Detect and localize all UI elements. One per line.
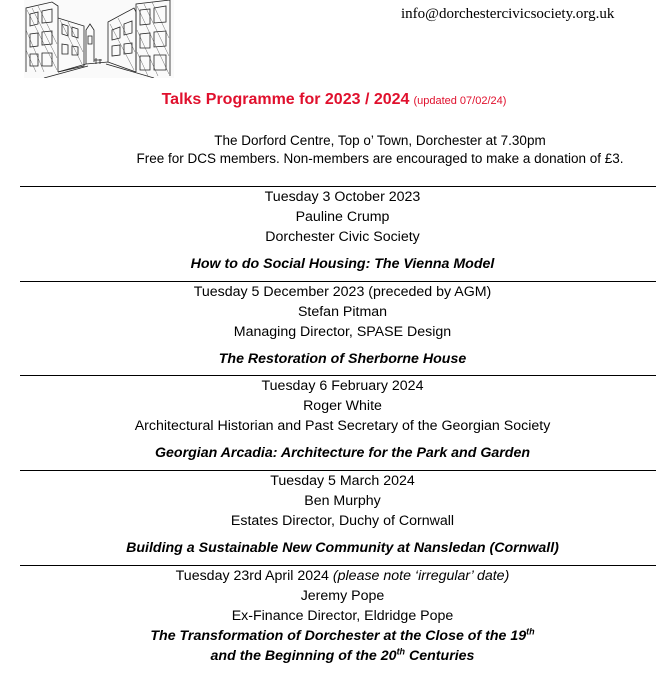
page-title [0, 91, 668, 109]
talk-date-note: (please note ‘irregular’ date) [332, 568, 510, 584]
talk-title: Building a Sustainable New Community at Nansledan (Cornwall) [126, 540, 559, 556]
talk-title-part: and the Beginning of the 20 [210, 648, 397, 664]
talk-title: Georgian Arcadia: Architecture for the Park and Garden [154, 445, 530, 461]
talk-title: How to do Social Housing: The Vienna Model [190, 256, 495, 272]
talk-speaker-role: Architectural Historian and Past Secretary of the Georgian Society [134, 418, 551, 434]
talk-speaker-role: Ex-Finance Director, Eldridge Pope [231, 608, 454, 624]
venue-info [0, 132, 668, 168]
talk-date: Tuesday 6 February 2024 [261, 378, 424, 394]
society-logo-sketch [24, 0, 174, 78]
talk-date: Tuesday 23rd April 2024 [175, 568, 329, 584]
venue-line: The Dorford Centre, Top o’ Town, Dorchester at 7.30pm [214, 133, 546, 148]
talk-speaker-role: Dorchester Civic Society [265, 229, 420, 245]
talk-speaker-role: Managing Director, SPASE Design [233, 324, 452, 340]
talk-title-line-2 [0, 646, 668, 666]
updated-note: (updated 07/02/24) [413, 95, 507, 107]
talk-title-line-1 [0, 626, 668, 646]
street-sketch-image [24, 0, 174, 78]
talk-entry-1 [0, 187, 668, 274]
talk-date: Tuesday 5 December 2023 (preceded by AGM) [193, 284, 492, 300]
talk-date: Tuesday 5 March 2024 [270, 473, 415, 489]
talk-entry-2 [0, 282, 668, 369]
talk-date: Tuesday 3 October 2023 [264, 189, 421, 205]
talk-entry-3 [0, 376, 668, 463]
talk-speaker: Roger White [303, 398, 382, 414]
ordinal-suffix: th [526, 626, 535, 637]
talk-entry-5 [0, 566, 668, 666]
ordinal-suffix: th [396, 646, 406, 657]
talk-title: The Restoration of Sherborne House [218, 351, 467, 367]
talk-speaker: Pauline Crump [295, 209, 390, 225]
talk-date-line [0, 566, 668, 586]
talk-speaker: Jeremy Pope [300, 588, 385, 604]
talk-speaker: Ben Murphy [304, 493, 381, 509]
talk-speaker-role: Estates Director, Duchy of Cornwall [230, 513, 455, 529]
talk-speaker: Stefan Pitman [297, 304, 388, 320]
talk-title-part: Centuries [405, 648, 475, 664]
talk-entry-4 [0, 471, 668, 558]
talk-title-part: The Transformation of Dorchester at the Close of the 19 [150, 628, 527, 644]
programme-title: Talks Programme for 2023 / 2024 [161, 91, 410, 108]
contact-email[interactable]: info@dorchestercivicsociety.org.uk [401, 6, 615, 22]
admission-line: Free for DCS members. Non-members are encouraged to make a donation of £3. [136, 151, 624, 166]
